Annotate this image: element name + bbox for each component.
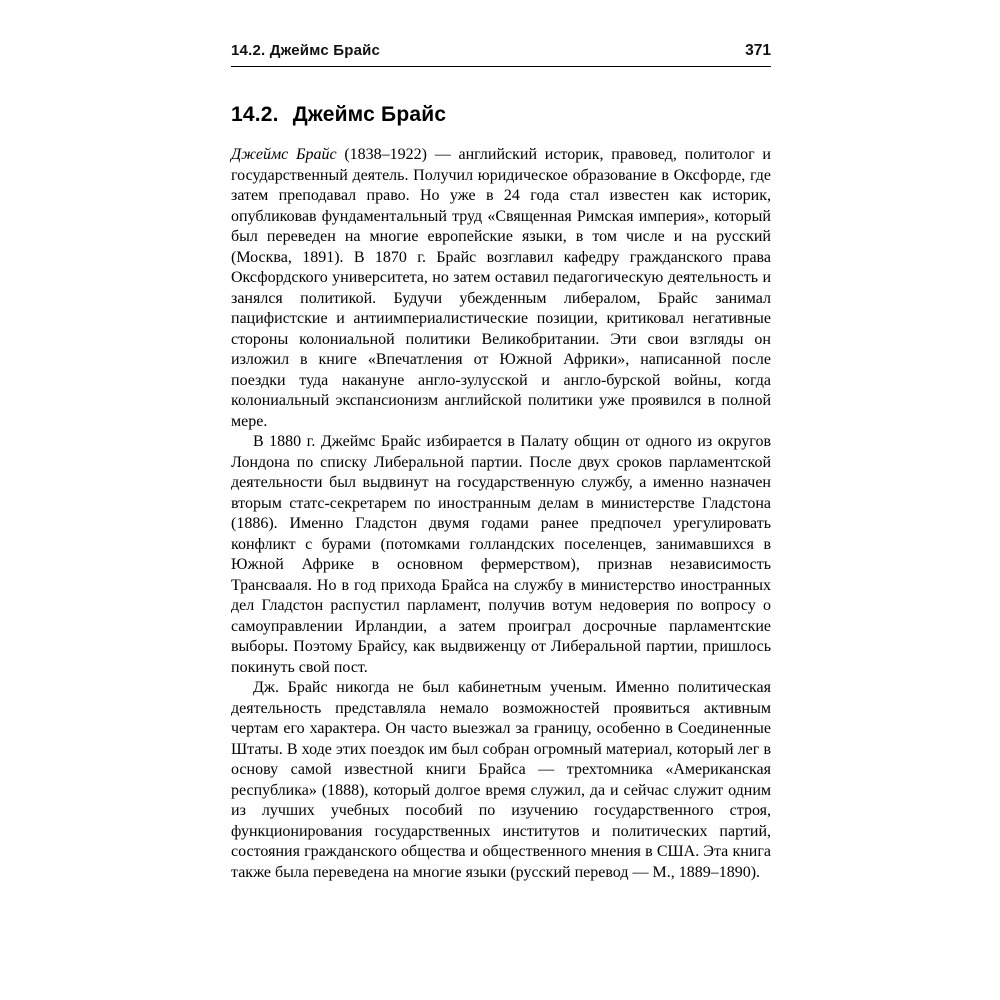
- section-number: 14.2.: [231, 103, 279, 126]
- body-text: [231, 145, 771, 883]
- paragraph-2: В 1880 г. Джеймс Брайс избирается в Палату общин от одного из округов Лондона по списку Либеральной партии. После двух сроков парламентской деятельности был выдвинут на государственную службу, а именно назначен вторым статс-секретарем по иностранным делам в министерстве Гладстона (1886). Именно Гладстон двумя годами ранее предпочел урегулировать конфликт с бурами (потомками голландских поселенцев, занимавшихся в Южной Африке в основном фермерством), признав независимость Трансвааля. Но в год прихода Брайса на службу в министерство иностранных дел Гладстон распустил парламент, получив вотум недоверия по вопросу о самоуправлении Ирландии, а затем проиграл досрочные парламентские выборы. Поэтому Брайсу, как выдвиженцу от Либеральной партии, пришлось покинуть свой пост.: [231, 433, 771, 676]
- paragraph-1-lead: Джеймс Брайс: [231, 146, 337, 163]
- paragraph-1-text: (1838–1922) — английский историк, правовед, политолог и государственный деятель. Получил юридическое образование в Оксфорде, где затем преподавал право. Но уже в 24 года стал известен как историк, опубликовав фундаментальный труд «Священная Римская империя», который был переведен на многие европейские языки, в том числе и на русский (Москва, 1891). В 1870 г. Брайс возглавил кафедру гражданского права Оксфордского университета, но затем оставил педагогическую деятельность и занялся политикой. Будучи убежденным либералом, Брайс занимал пацифистские и антиимпериалистические позиции, критиковал негативные стороны колониальной политики Великобритании. Эти свои взгляды он изложил в книге «Впечатления от Южной Африки», написанной после поездки туда накануне англо-зулусской и англо-бурской войны, когда колониальный экспансионизм английской политики уже проявился в полной мере.: [231, 146, 771, 430]
- paragraph-3: Дж. Брайс никогда не был кабинетным ученым. Именно политическая деятельность представляла немало возможностей проявиться активным чертам его характера. Он часто выезжал за границу, особенно в Соединенные Штаты. В ходе этих поездок им был собран огромный материал, который лег в основу самой известной книги Брайса — трехтомника «Американская республика» (1888), который долгое время служил, да и сейчас служит одним из лучших учебных пособий по изучению государственного строя, функционирования государственных институтов и политических партий, состояния гражданского общества и общественного мнения в США. Эта книга также была переведена на многие языки (русский перевод — М., 1889–1890).: [231, 679, 771, 881]
- section-title: Джеймс Брайс: [292, 103, 447, 126]
- page-header: [231, 42, 771, 67]
- running-head: 14.2. Джеймс Брайс: [231, 42, 381, 59]
- page-content: [231, 42, 771, 883]
- page-number: 371: [745, 42, 771, 59]
- section-heading: [231, 103, 771, 127]
- paragraph-1: [231, 145, 771, 432]
